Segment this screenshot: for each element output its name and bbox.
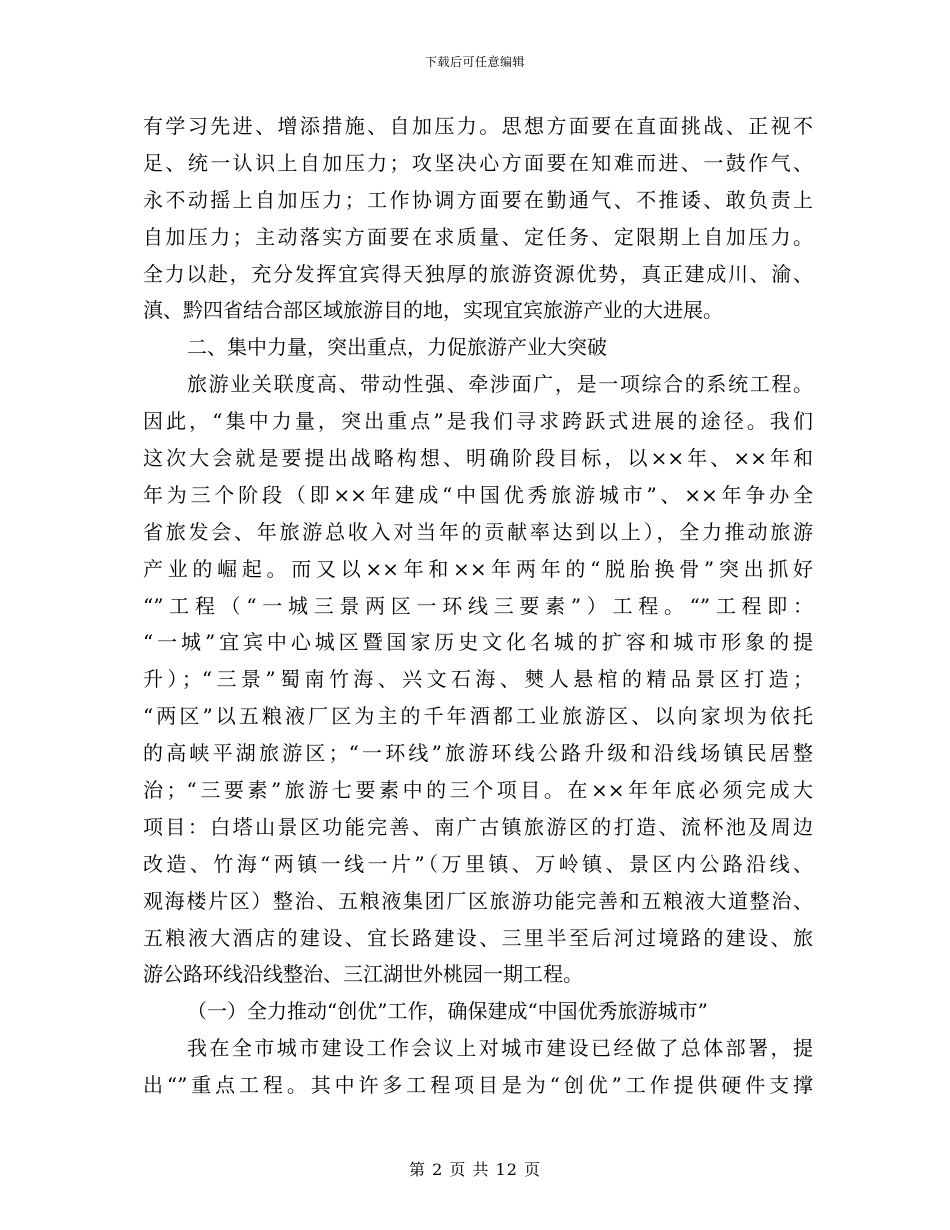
text-line: 观海楼片区）整治、五粮液集团厂区旅游功能完善和五粮液大道整治、 — [143, 888, 813, 913]
text-line: 因此，“集中力量，突出重点”是我们寻求跨跃式进展的途径。我们 — [143, 409, 813, 434]
text-line: 升）；“三景”蜀南竹海、兴文石海、僰人悬棺的精品景区打造； — [143, 667, 813, 692]
text-line: “两区”以五粮液厂区为主的千年酒都工业旅游区、以向家坝为依托 — [143, 704, 813, 729]
text-line: 滇、黔四省结合部区域旅游目的地，实现宜宾旅游产业的大进展。 — [143, 298, 723, 323]
text-line: 足、统一认识上自加压力；攻坚决心方面要在知难而进、一鼓作气、 — [143, 150, 813, 175]
text-line: 旅游业关联度高、带动性强、牵涉面广，是一项综合的系统工程。 — [187, 372, 813, 397]
subsection-heading: （一）全力推动“创优”工作，确保建成“中国优秀旅游城市” — [187, 999, 708, 1024]
text-line: 自加压力；主动落实方面要在求质量、定任务、定限期上自加压力。 — [143, 224, 813, 249]
text-line: 五粮液大酒店的建设、宜长路建设、三里半至后河过境路的建设、旅 — [143, 925, 813, 950]
text-line: 有学习先进、增添措施、自加压力。思想方面要在直面挑战、正视不 — [143, 114, 813, 138]
page-number-footer: 第 2 页 共 12 页 — [409, 1160, 541, 1179]
document-body — [143, 108, 813, 1104]
text-line: 的高峡平湖旅游区；“一环线”旅游环线公路升级和沿线场镇民居整 — [143, 741, 813, 766]
page-header: 下载后可任意编辑 — [424, 55, 525, 69]
text-line: 永不动摇上自加压力；工作协调方面要在勤通气、不推诿、敢负责上 — [143, 187, 813, 212]
text-line: 省旅发会、年旅游总收入对当年的贡献率达到以上），全力推动旅游 — [143, 519, 813, 544]
text-line: 游公路环线沿线整治、三江湖世外桃园一期工程。 — [143, 962, 583, 987]
text-line: 全力以赴，充分发挥宜宾得天独厚的旅游资源优势，真正建成川、渝、 — [143, 261, 813, 286]
text-line: 这次大会就是要提出战略构想、明确阶段目标，以××年、××年和 — [143, 446, 813, 471]
text-line: 改造、竹海“两镇一线一片”（万里镇、万岭镇、景区内公路沿线、 — [143, 851, 813, 876]
text-line: 项目：白塔山景区功能完善、南广古镇旅游区的打造、流杯池及周边 — [143, 814, 813, 839]
text-line: 我在全市城市建设工作会议上对城市建设已经做了总体部署，提 — [187, 1036, 813, 1061]
text-line: “一城”宜宾中心城区暨国家历史文化名城的扩容和城市形象的提 — [143, 630, 813, 655]
text-line: 年为三个阶段（即××年建成“中国优秀旅游城市”、××年争办全 — [143, 482, 813, 507]
text-line: 产业的崛起。而又以××年和××年两年的“脱胎换骨”突出抓好 — [143, 556, 813, 581]
text-line: 出“”重点工程。其中许多工程项目是为“创优”工作提供硬件支撑 — [143, 1073, 813, 1098]
text-line: 治；“三要素”旅游七要素中的三个项目。在××年年底必须完成大 — [143, 778, 813, 803]
section-heading: 二、集中力量，突出重点，力促旅游产业大突破 — [187, 335, 607, 360]
text-line: “”工程（“一城三景两区一环线三要素”）工程。“”工程即： — [143, 593, 813, 618]
